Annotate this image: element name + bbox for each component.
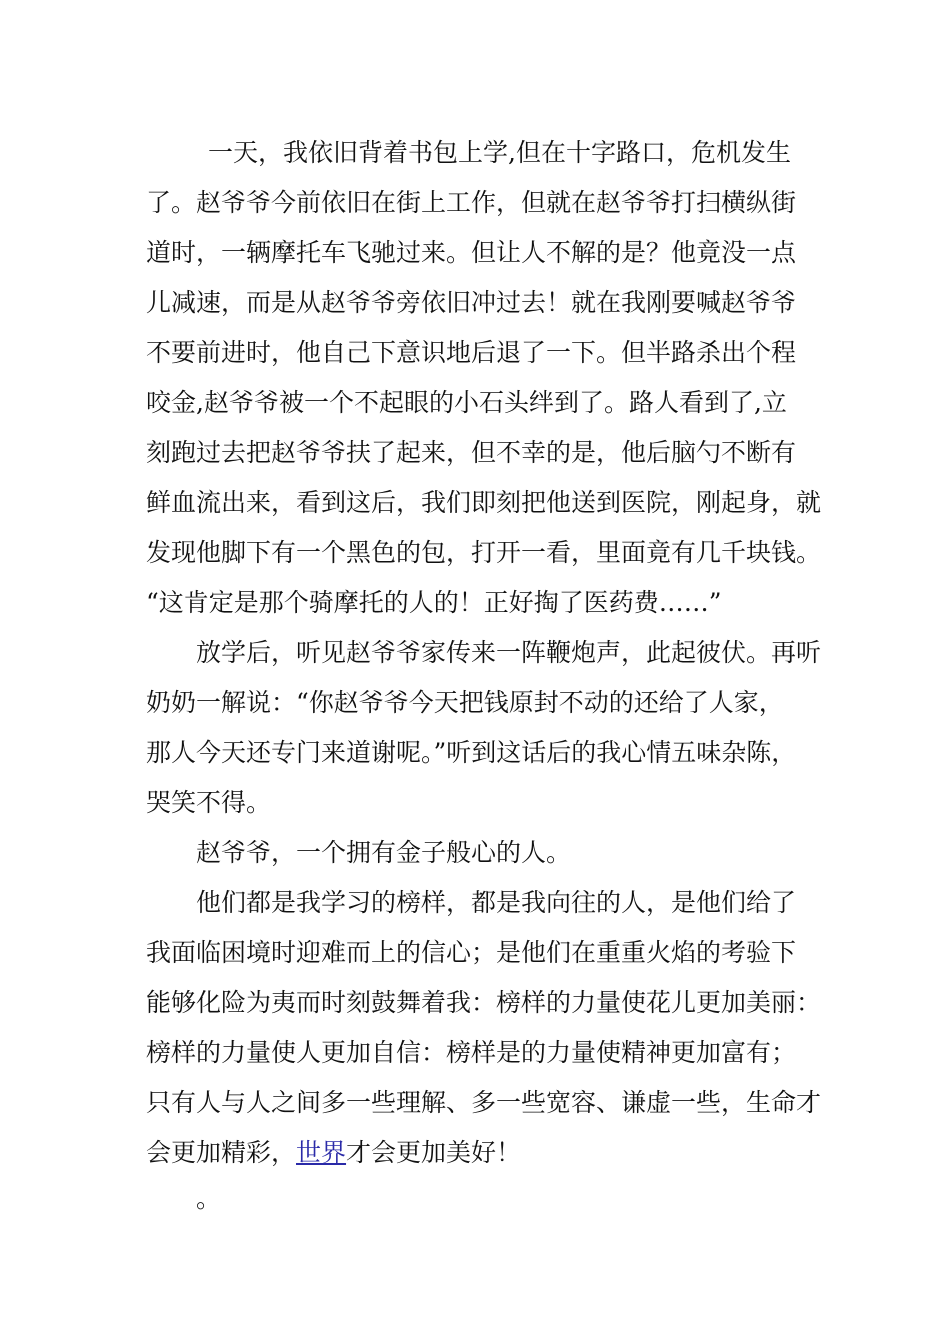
text-line: 不要前进时，他自己下意识地后退了一下。但半路杀出个程 [146, 338, 797, 367]
text-line: 发现他脚下有一个黑色的包，打开一看，里面竟有几千块钱。 [146, 538, 822, 567]
text-line: 鲜血流出来，看到这后，我们即刻把他送到医院，刚起身，就 [146, 488, 822, 517]
text-line: 榜样的力量使人更加自信：榜样是的力量使精神更加富有； [146, 1038, 797, 1067]
text-line: 了。赵爷爷今前依旧在街上工作，但就在赵爷爷打扫横纵街 [146, 188, 797, 217]
text-line: 我面临困境时迎难而上的信心；是他们在重重火焰的考验下 [146, 938, 797, 967]
paragraph [146, 828, 826, 878]
document-body [146, 128, 826, 1178]
text-segment: 才会更加美好！ [346, 1138, 522, 1167]
text-line: “这肯定是那个骑摩托的人的！正好掏了医药费……” [146, 588, 722, 617]
text-line: 只有人与人之间多一些理解、多一些宽容、谦虚一些，生命才 [146, 1088, 822, 1117]
text-line: 能够化险为夷而时刻鼓舞着我：榜样的力量使花儿更加美丽： [146, 988, 822, 1017]
paragraph [146, 878, 826, 1178]
text-line: 奶奶一解说：“你赵爷爷今天把钱原封不动的还给了人家， [146, 688, 784, 717]
text-line: 赵爷爷，一个拥有金子般心的人。 [196, 838, 572, 867]
text-line: 刻跑过去把赵爷爷扶了起来，但不幸的是，他后脑勺不断有 [146, 438, 797, 467]
text-segment: 会更加精彩， [146, 1138, 297, 1167]
text-line: 那人今天还专门来道谢呢。”听到这话后的我心情五味杂陈， [146, 738, 797, 767]
text-line-with-link [146, 1128, 826, 1178]
text-line: 咬金,赵爷爷被一个不起眼的小石头绊到了。路人看到了,立 [146, 388, 787, 417]
text-line: 一天，我依旧背着书包上学,但在十字路口，危机发生 [208, 138, 791, 167]
text-line: 哭笑不得。 [146, 788, 272, 817]
text-line: 他们都是我学习的榜样，都是我向往的人，是他们给了 [196, 888, 797, 917]
world-link[interactable]: 世界 [296, 1138, 347, 1167]
text-line: 儿减速，而是从赵爷爷旁依旧冲过去！就在我刚要喊赵爷爷 [146, 288, 797, 317]
paragraph [146, 128, 826, 628]
text-line: 道时，一辆摩托车飞驰过来。但让人不解的是？他竟没一点 [146, 238, 797, 267]
paragraph [146, 628, 826, 828]
text-line: 放学后，听见赵爷爷家传来一阵鞭炮声，此起彼伏。再听 [196, 638, 822, 667]
end-period-mark: 。 [196, 1184, 222, 1213]
